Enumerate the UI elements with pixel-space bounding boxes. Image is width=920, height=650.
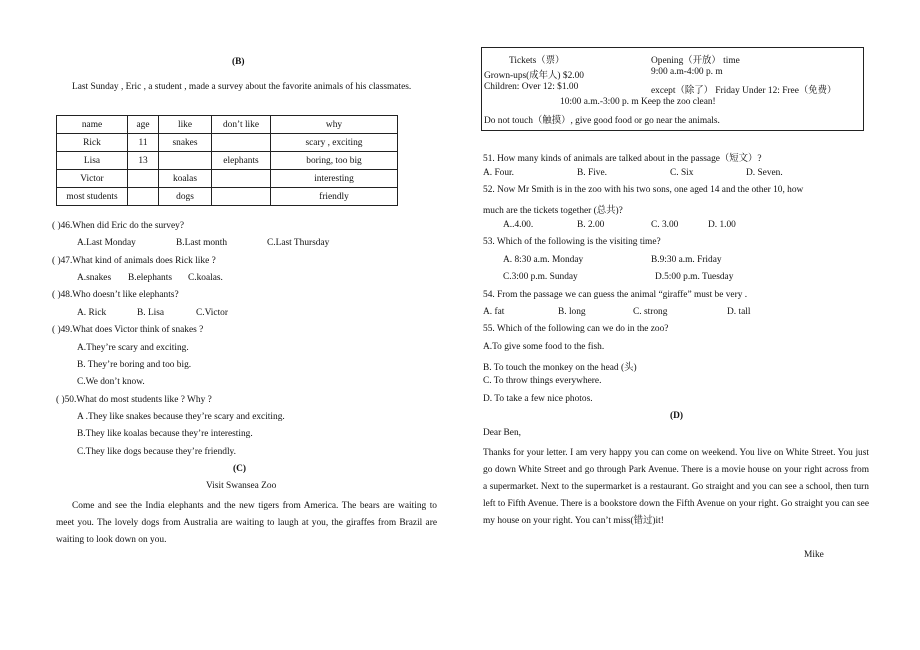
option: A.They’re scary and exciting. [77,343,189,353]
option: A.snakes [77,273,112,283]
table-cell: elephants [212,152,271,170]
section-c-heading: (C) [233,464,247,474]
table-cell: 11 [128,134,159,152]
table-row [57,152,398,170]
opening-hours: 9:00 a.m-4:00 p. m [651,67,723,77]
table-cell [212,134,271,152]
grownups-price: Grown-ups(成年人) $2.00 [484,71,584,81]
friday-hours: 10:00 a.m.-3:00 p. m Keep the zoo clean! [560,97,716,107]
table-header: why [271,116,398,134]
table-header-row [57,116,398,134]
option: B. long [558,307,586,317]
table-cell [212,170,271,188]
option: B. 2.00 [577,220,605,230]
option: A. Rick [77,308,107,318]
ticket-info-box [481,47,864,131]
table-cell: friendly [271,188,398,206]
option: D. To take a few nice photos. [483,394,593,404]
children-price: Children: Over 12: $1.00 [484,82,579,92]
question-53: 53. Which of the following is the visiting time? [483,237,661,247]
table-header: don’t like [212,116,271,134]
table-cell [128,170,159,188]
section-b-heading: (B) [232,57,245,67]
option: C.koalas. [188,273,223,283]
table-cell: interesting [271,170,398,188]
option: A. Four. [483,168,514,178]
option: A. 8:30 a.m. Monday [503,255,584,265]
option: A..4.00. [503,220,534,230]
question-54: 54. From the passage we can guess the animal “giraffe” must be very . [483,290,748,300]
option: B. Five. [577,168,607,178]
option: C. strong [633,307,668,317]
zoo-passage: Come and see the India elephants and the new tigers from America. The bears are waiting to meet you. The lovely dogs from Australia are waiting to laugh at you, the giraffes from Brazil are waiting to look down on you. [56,501,437,545]
table-cell: koalas [159,170,212,188]
table-cell: most students [57,188,128,206]
question-46: ( )46.When did Eric do the survey? [52,221,184,231]
option: B.Last month [176,238,228,248]
option: C. 3.00 [651,220,679,230]
table-cell: 13 [128,152,159,170]
option: B. They’re boring and too big. [77,360,192,370]
option: A .They like snakes because they’re scary and exciting. [77,412,285,422]
question-55: 55. Which of the following can we do in the zoo? [483,324,669,334]
option: D. tall [727,307,751,317]
tickets-label: Tickets（票） [509,56,565,66]
option: A.Last Monday [77,238,136,248]
letter-greeting: Dear Ben, [483,428,522,438]
table-cell: dogs [159,188,212,206]
table-header: age [128,116,159,134]
option: A.To give some food to the fish. [483,342,605,352]
option: D. Seven. [746,168,783,178]
question-49: ( )49.What does Victor think of snakes ? [52,325,204,335]
survey-intro: Last Sunday , Eric , a student , made a survey about the favorite animals of his classmates. [72,82,412,92]
option: C.3:00 p.m. Sunday [503,272,578,282]
question-52: 52. Now Mr Smith is in the zoo with his two sons, one aged 14 and the other 10, how [483,185,804,195]
table-cell: boring, too big [271,152,398,170]
table-cell [159,152,212,170]
question-47: ( )47.What kind of animals does Rick like ? [52,256,216,266]
option: D.5:00 p.m. Tuesday [655,272,734,282]
table-row [57,170,398,188]
question-52-cont: much are the tickets together (总共)? [483,206,623,216]
option: A. fat [483,307,505,317]
table-header: like [159,116,212,134]
table-cell: Rick [57,134,128,152]
passage-title: Visit Swansea Zoo [206,481,277,491]
table-cell: scary , exciting [271,134,398,152]
option: B. To touch the monkey on the head (头) [483,363,637,373]
table-cell: Victor [57,170,128,188]
option: B.elephants [128,273,173,283]
survey-table [56,115,398,206]
table-cell [212,188,271,206]
option: C.Victor [196,308,228,318]
table-header: name [57,116,128,134]
letter-signature: Mike [804,550,824,560]
option: C. Six [670,168,694,178]
option: B.They like koalas because they’re interesting. [77,429,253,439]
question-50: ( )50.What do most students like ? Why ? [56,395,212,405]
question-51: 51. How many kinds of animals are talked about in the passage（短文）? [483,154,762,164]
letter-body: Thanks for your letter. I am very happy you can come on weekend. You live on White Street. You just go down White Street and go through Park Avenue. There is a movie house on your right across from a supermarket. Next to the supermarket is a restaurant. Go straight and you can see a school, then turn left to Fifth Avenue. There is a bookstore down the Fifth Avenue on your right. Go straight you can see my house on your right. You can’t miss(错过)it! [483,448,869,526]
question-48: ( )48.Who doesn’t like elephants? [52,290,179,300]
table-cell: Lisa [57,152,128,170]
option: C. To throw things everywhere. [483,376,602,386]
table-row [57,188,398,206]
option: B.9:30 a.m. Friday [651,255,722,265]
option: B. Lisa [137,308,165,318]
option: C.They like dogs because they’re friendly. [77,447,236,457]
option: C.Last Thursday [267,238,330,248]
table-row [57,134,398,152]
option: C.We don’t know. [77,377,145,387]
table-cell [128,188,159,206]
option: D. 1.00 [708,220,736,230]
section-d-heading: (D) [670,411,684,421]
table-cell: snakes [159,134,212,152]
opening-time-label: Opening（开放） time [651,56,740,66]
zoo-notice: Do not touch（触摸）, give good food or go near the animals. [484,116,720,126]
except-friday: except（除了） Friday Under 12: Free（免费） [651,86,837,96]
